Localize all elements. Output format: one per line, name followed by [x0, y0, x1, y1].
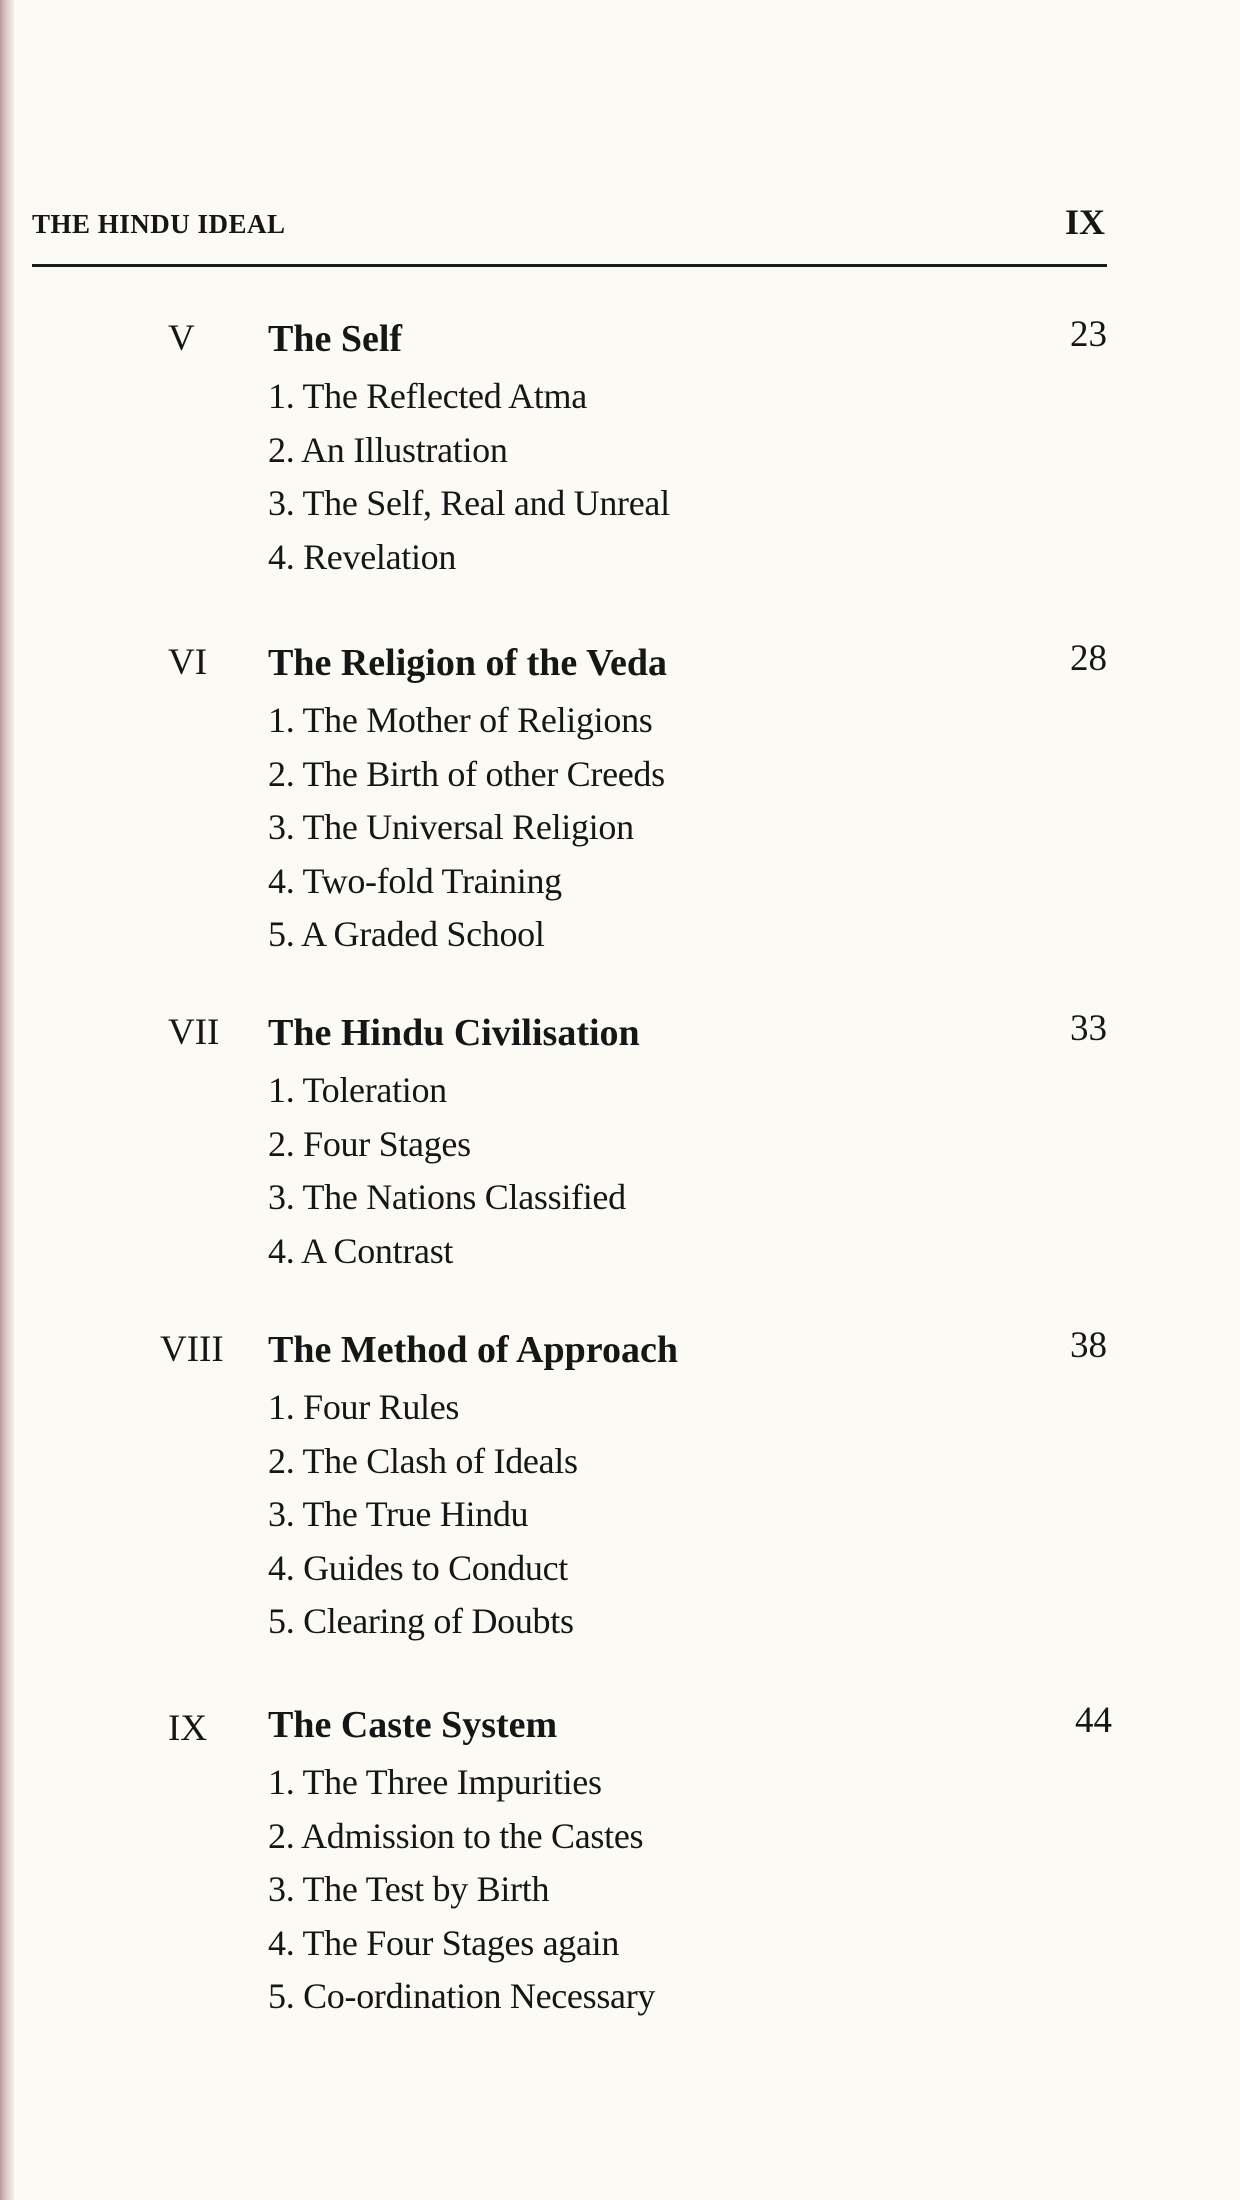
- section-item: 4. Revelation: [268, 536, 457, 577]
- running-header: [32, 202, 1105, 246]
- section-item: 5. A Graded School: [268, 914, 545, 954]
- chapter-page-number: 28: [1070, 638, 1107, 679]
- chapter-numeral: VII: [168, 1012, 220, 1053]
- chapter-title: The Method of Approach: [268, 1329, 678, 1371]
- section-item: 3. The Universal Religion: [268, 807, 634, 847]
- chapter-title: The Self: [268, 318, 403, 360]
- section-list: [268, 694, 665, 962]
- section-item: 1. Four Rules: [268, 1387, 460, 1427]
- page-folio: IX: [1064, 202, 1105, 242]
- section-item: 5. Clearing of Doubts: [268, 1601, 574, 1641]
- chapter-numeral: VI: [168, 642, 208, 683]
- chapter-page-number: 33: [1070, 1008, 1107, 1049]
- section-item: 1. The Three Impurities: [268, 1762, 602, 1802]
- chapter-numeral: V: [168, 318, 195, 359]
- section-item: 4. Guides to Conduct: [268, 1547, 568, 1588]
- chapter-numeral: VIII: [160, 1329, 224, 1370]
- section-item: 5. Co-ordination Necessary: [268, 1976, 656, 2016]
- section-item: 3. The True Hindu: [268, 1494, 529, 1534]
- chapter-page-number: 38: [1070, 1325, 1107, 1366]
- section-item: 4. A Contrast: [268, 1230, 454, 1271]
- running-title: THE HINDU IDEAL: [32, 209, 286, 239]
- section-item: 3. The Self, Real and Unreal: [268, 483, 670, 523]
- section-item: 4. Two-fold Training: [268, 860, 562, 901]
- section-item: 2. Four Stages: [268, 1123, 471, 1164]
- section-list: [268, 1064, 626, 1278]
- section-item: 2. Admission to the Castes: [268, 1815, 644, 1856]
- section-list: [268, 370, 670, 584]
- chapter-title: The Religion of the Veda: [268, 642, 668, 684]
- chapter-page-number: 44: [1075, 1700, 1112, 1741]
- section-item: 3. The Test by Birth: [268, 1869, 550, 1909]
- section-list: [268, 1756, 655, 2024]
- section-item: 2. The Clash of Ideals: [268, 1440, 578, 1481]
- chapter-numeral: IX: [168, 1708, 208, 1749]
- chapter-title: The Caste System: [268, 1704, 558, 1746]
- section-item: 3. The Nations Classified: [268, 1177, 626, 1217]
- page-edge-shadow: [0, 0, 14, 2200]
- section-item: 2. An Illustration: [268, 429, 508, 470]
- chapter-title: The Hindu Civilisation: [268, 1012, 640, 1054]
- section-item: 2. The Birth of other Creeds: [268, 753, 665, 794]
- section-item: 4. The Four Stages again: [268, 1922, 620, 1963]
- header-rule: [32, 264, 1107, 267]
- section-item: 1. The Reflected Atma: [268, 376, 587, 416]
- section-item: 1. The Mother of Religions: [268, 700, 653, 740]
- chapter-page-number: 23: [1070, 314, 1107, 355]
- section-list: [268, 1381, 578, 1649]
- section-item: 1. Toleration: [268, 1070, 447, 1110]
